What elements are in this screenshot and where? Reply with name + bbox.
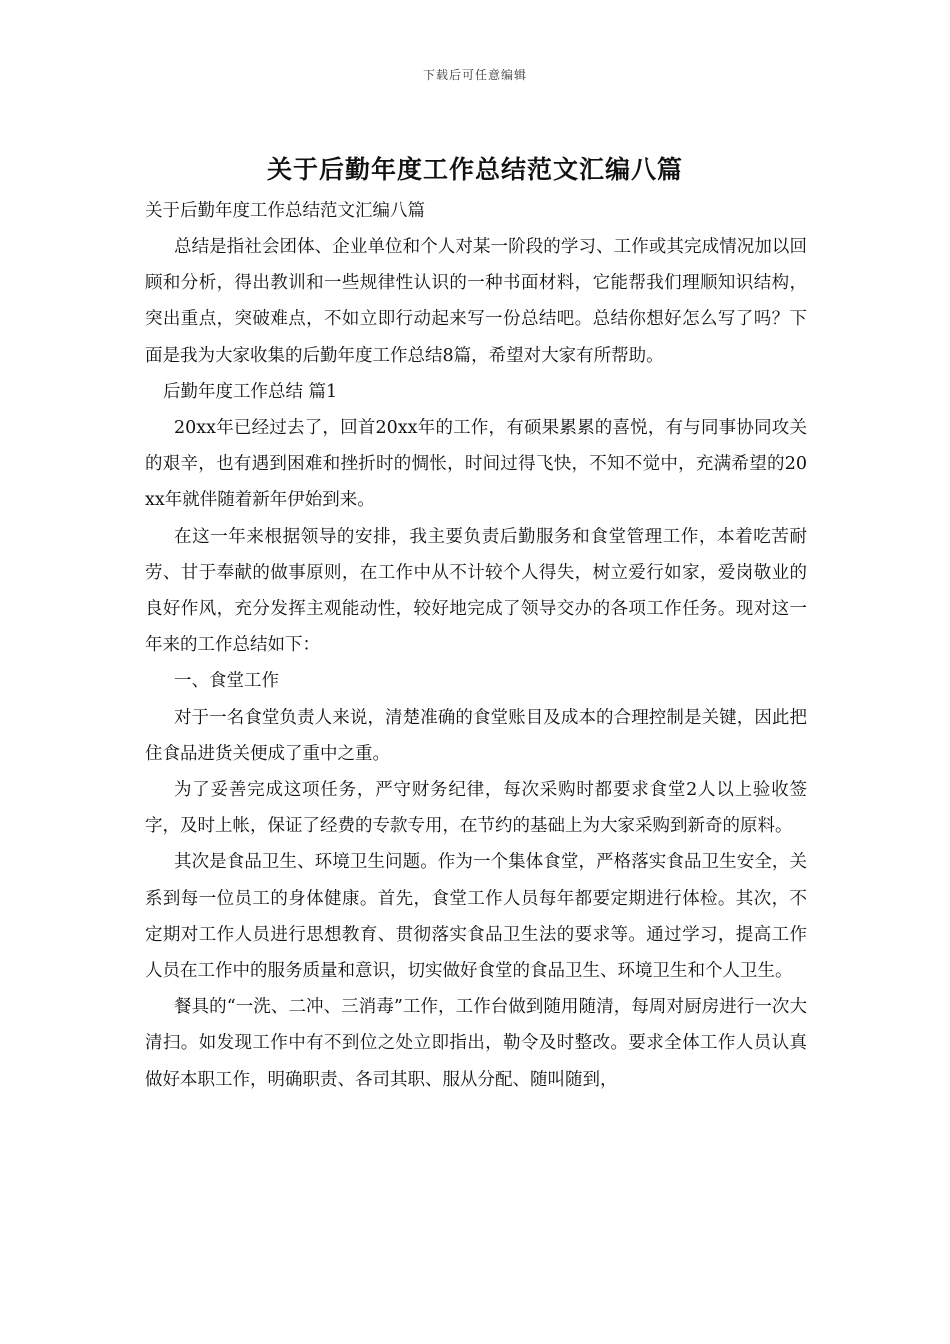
paragraph: 为了妥善完成这项任务，严守财务纪律，每次采购时都要求食堂2人以上验收签字，及时上帐，保证了经费的专款专用，在节约的基础上为大家采购到新奇的原料。 bbox=[145, 780, 807, 837]
paragraph: 餐具的“一洗、二冲、三消毒”工作，工作台做到随用随清，每周对厨房进行一次大清扫。如发现工作中有不到位之处立即指出，勒令及时整改。要求全体工作人员认真做好本职工作，明确职责、各司其职、服从分配、随叫随到， bbox=[145, 997, 807, 1090]
paragraph: 其次是食品卫生、环境卫生问题。作为一个集体食堂，严格落实食品卫生安全，关系到每一位员工的身体健康。首先，食堂工作人员每年都要定期进行体检。其次，不定期对工作人员进行思想教育、贯彻落实食品卫生法的要求等。通过学习，提高工作人员在工作中的服务质量和意识，切实做好食堂的食品卫生、环境卫生和个人卫生。 bbox=[145, 852, 807, 982]
paragraph: 对于一名食堂负责人来说，清楚准确的食堂账目及成本的合理控制是关键，因此把住食品进货关便成了重中之重。 bbox=[145, 707, 807, 764]
document-title: 关于后勤年度工作总结范文汇编八篇 bbox=[266, 155, 683, 184]
document-body bbox=[145, 196, 807, 1098]
section-heading-part-1: 后勤年度工作总结 篇1 bbox=[163, 381, 338, 402]
paragraph-intro: 总结是指社会团体、企业单位和个人对某一阶段的学习、工作或其完成情况加以回顾和分析，得出教训和一些规律性认识的一种书面材料，它能帮我们理顺知识结构，突出重点，突破难点，不如立即行动起来写一份总结吧。总结你想好怎么写了吗？下面是我为大家收集的后勤年度工作总结8篇，希望对大家有所帮助。 bbox=[145, 237, 807, 366]
header-note: 下载后可任意编辑 bbox=[422, 68, 527, 82]
document-subtitle: 关于后勤年度工作总结范文汇编八篇 bbox=[145, 201, 425, 221]
paragraph: 20xx年已经过去了，回首20xx年的工作，有硕果累累的喜悦，有与同事协同攻关的艰辛，也有遇到困难和挫折时的惆怅，时间过得飞快，不知不觉中，充满希望的20xx年就伴随着新年伊始到来。 bbox=[145, 418, 807, 511]
section-heading-canteen: 一、食堂工作 bbox=[174, 671, 279, 692]
paragraph: 在这一年来根据领导的安排，我主要负责后勤服务和食堂管理工作，本着吃苦耐劳、甘于奉献的做事原则，在工作中从不计较个人得失，树立爱行如家，爱岗敬业的良好作风，充分发挥主观能动性，较好地完成了领导交办的各项工作任务。现对这一年来的工作总结如下： bbox=[145, 526, 807, 656]
